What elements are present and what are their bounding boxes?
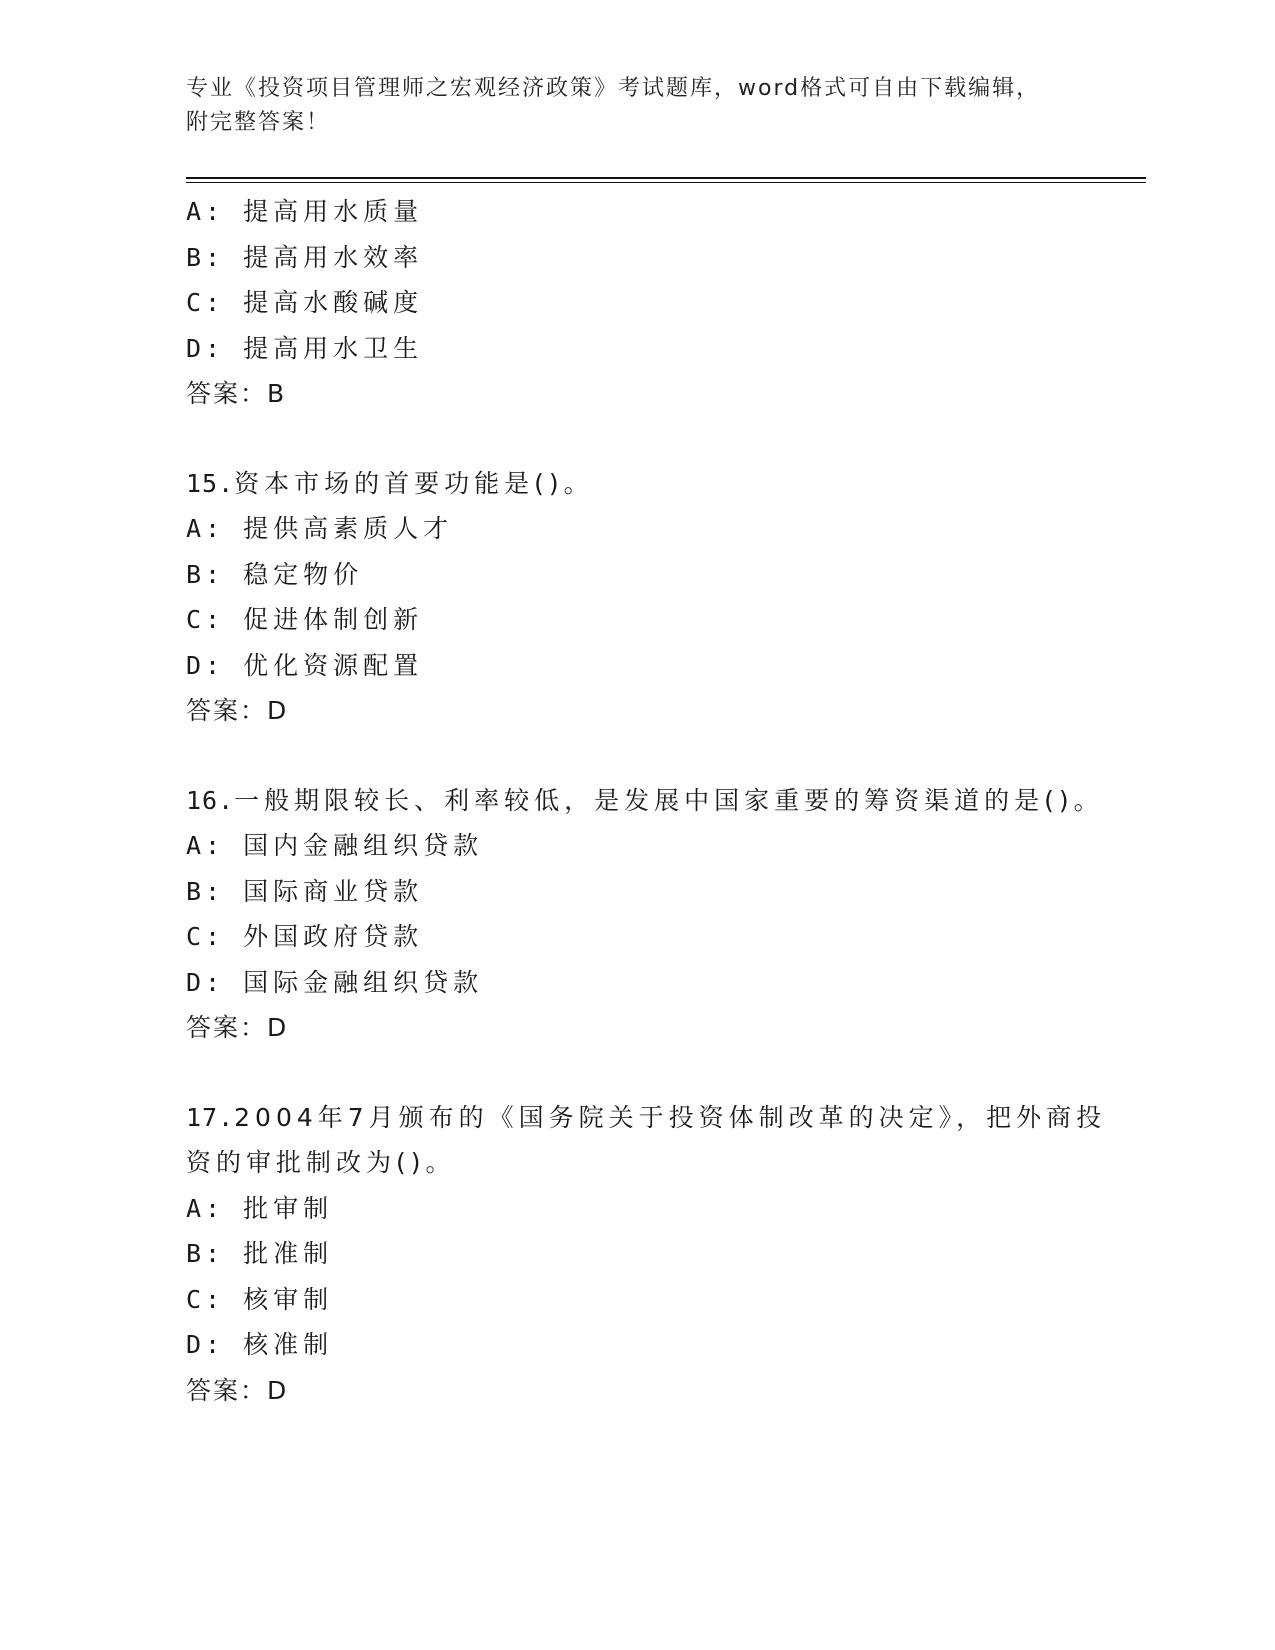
option-text: 优化资源配置 [243, 650, 424, 680]
option-c [186, 914, 1086, 960]
option-text: 提高用水质量 [243, 197, 424, 226]
option-letter: C: [186, 1284, 225, 1314]
option-letter: A: [186, 1193, 225, 1223]
option-letter: A: [186, 514, 225, 543]
option-text: 外国政府贷款 [243, 922, 424, 951]
option-letter: D: [186, 333, 225, 363]
option-d [186, 643, 1086, 689]
option-text: 国内金融组织贷款 [243, 831, 484, 860]
question-block-17 [186, 1095, 1107, 1414]
option-text: 国际金融组织贷款 [243, 967, 484, 997]
question-text: 2004年7月颁布的《国务院关于投资体制改革的决定》，把外商投 [234, 1102, 1107, 1132]
option-text: 核审制 [243, 1284, 334, 1314]
option-a [186, 1186, 1086, 1232]
option-b [186, 869, 1086, 915]
option-d [186, 1322, 1086, 1368]
spacer [186, 734, 1086, 778]
question-number: 17. [186, 1102, 235, 1132]
spacer [186, 417, 1086, 461]
header-line-2: 附完整答案！ [186, 110, 331, 135]
option-text: 稳定物价 [243, 559, 364, 589]
option-text: 提高用水效率 [243, 242, 424, 272]
option-letter: C: [186, 605, 225, 634]
option-letter: D: [186, 650, 225, 680]
option-a [186, 823, 1086, 869]
document-header [186, 72, 1066, 140]
option-text: 提高水酸碱度 [243, 288, 424, 317]
option-c [186, 1277, 1086, 1323]
option-text: 批准制 [243, 1239, 334, 1268]
header-divider-thin [186, 182, 1146, 183]
option-d [186, 960, 1086, 1006]
option-c [186, 597, 1086, 643]
question-text: 资本市场的首要功能是()。 [234, 468, 594, 498]
question-number: 15. [186, 468, 235, 498]
option-text: 批审制 [243, 1193, 334, 1223]
spacer [186, 1051, 1086, 1095]
question-stem [186, 461, 1086, 507]
option-letter: B: [186, 1239, 225, 1268]
option-b [186, 1231, 1086, 1277]
option-text: 提高用水卫生 [243, 333, 424, 363]
option-b [186, 235, 1086, 281]
option-a [186, 506, 1086, 552]
option-letter: B: [186, 242, 225, 272]
option-letter: C: [186, 288, 225, 317]
option-a [186, 189, 1086, 235]
question-stem [186, 1095, 1107, 1141]
option-b [186, 552, 1086, 598]
option-letter: B: [186, 876, 225, 906]
option-letter: A: [186, 831, 225, 860]
answer-line: 答案：D [186, 696, 289, 725]
option-text: 核准制 [243, 1330, 334, 1359]
question-number: 16. [186, 785, 235, 815]
option-text: 提供高素质人才 [243, 514, 454, 543]
option-d [186, 326, 1086, 372]
question-block-15 [186, 461, 1086, 734]
option-letter: A: [186, 197, 225, 226]
question-text: 资的审批制改为()。 [186, 1148, 456, 1177]
answer-line: 答案：D [186, 1013, 289, 1042]
question-block-carryover [186, 189, 1086, 417]
option-letter: C: [186, 922, 225, 951]
option-c [186, 280, 1086, 326]
header-line-1: 专业《投资项目管理师之宏观经济政策》考试题库，word格式可自由下载编辑， [186, 76, 1041, 101]
header-divider-thick [186, 177, 1146, 179]
question-stem [186, 778, 1104, 824]
question-stem-continued [186, 1140, 1086, 1186]
answer-line: 答案：D [186, 1375, 289, 1405]
option-letter: D: [186, 967, 225, 997]
answer-line: 答案：B [186, 379, 287, 408]
question-list [186, 189, 1107, 1413]
option-text: 国际商业贷款 [243, 876, 424, 906]
option-letter: B: [186, 559, 225, 589]
option-text: 促进体制创新 [243, 605, 424, 634]
question-block-16 [186, 778, 1104, 1051]
option-letter: D: [186, 1330, 225, 1359]
question-text: 一般期限较长、利率较低，是发展中国家重要的筹资渠道的是()。 [234, 785, 1104, 815]
